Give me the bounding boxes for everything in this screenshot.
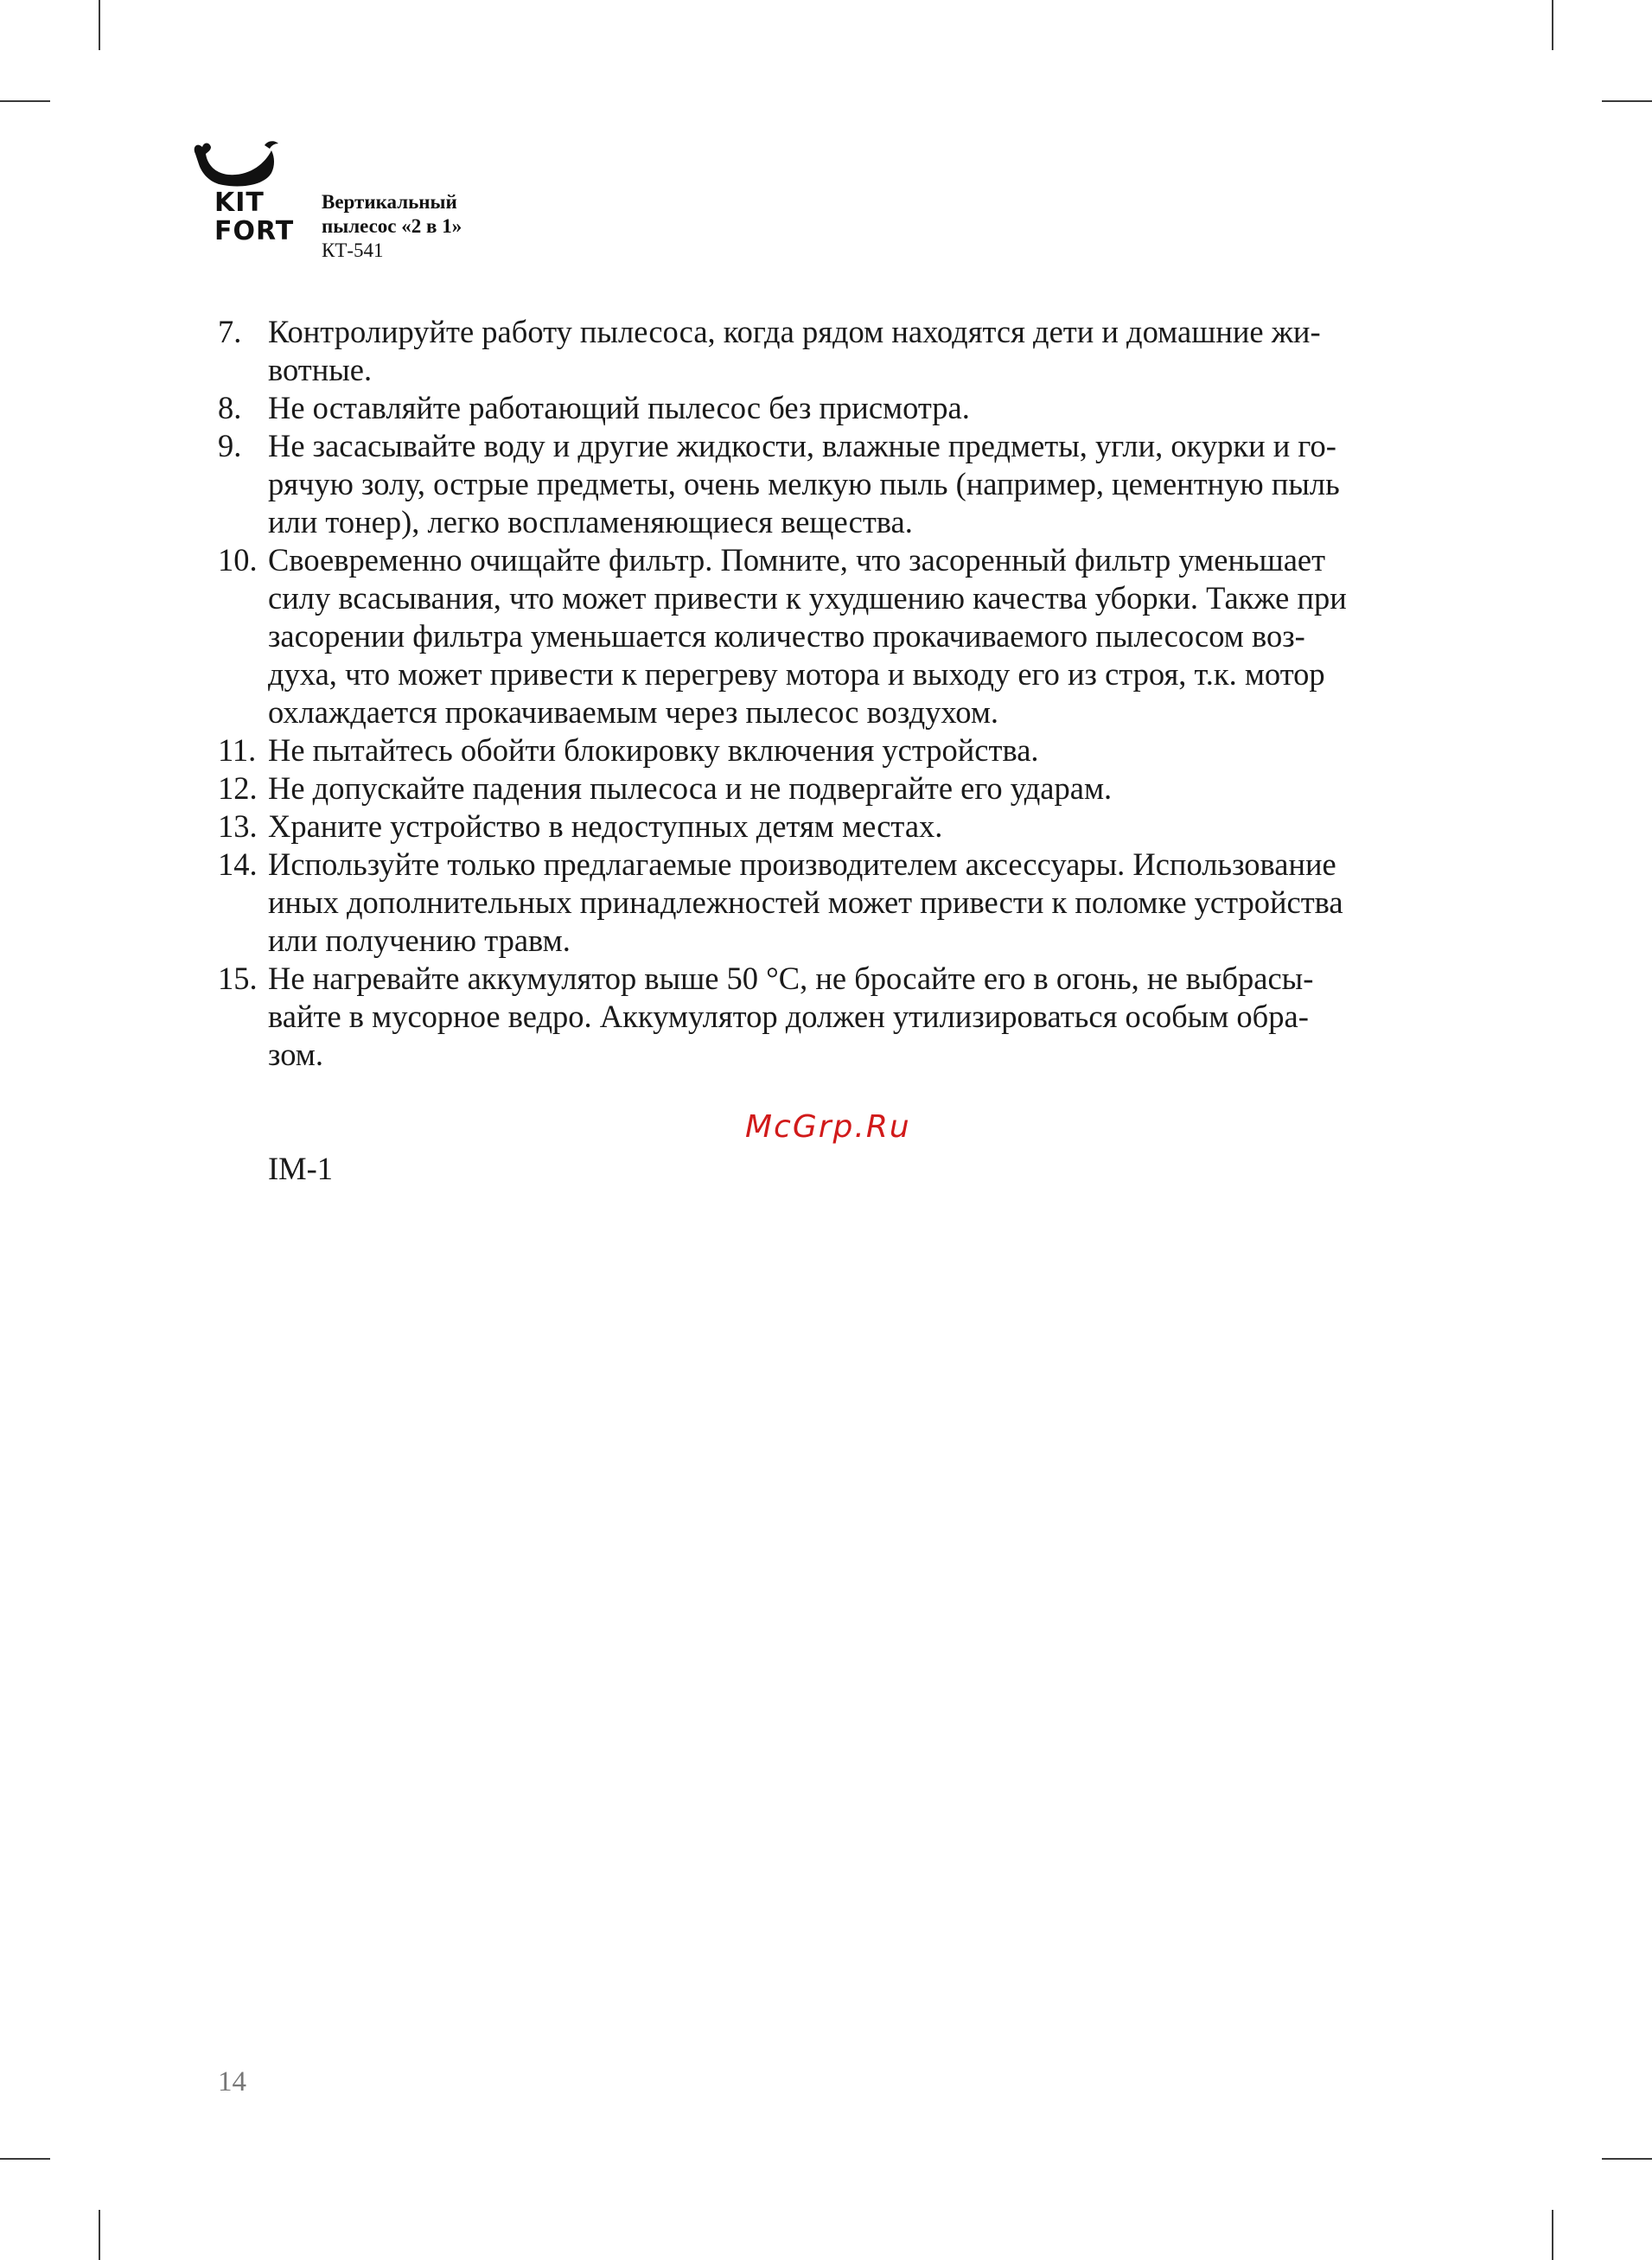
crop-mark [1602, 2158, 1652, 2160]
item-text: Не допускайте падения пылесоса и не подвергайте его ударам. [268, 770, 1113, 806]
item-number: 13. [218, 808, 258, 844]
item-text: рячую золу, острые предметы, очень мелкую пыль (например, цементную пыль [268, 466, 1340, 501]
item-number: 9. [218, 428, 242, 463]
item-text: зом. [268, 1037, 323, 1072]
list-item [218, 541, 1454, 731]
crop-mark [1602, 100, 1652, 102]
item-number: 8. [218, 390, 242, 425]
crop-mark [1552, 0, 1553, 50]
watermark-link[interactable]: McGrp.Ru [745, 1109, 911, 1145]
list-item [218, 769, 1454, 808]
item-text: Своевременно очищайте фильтр. Помните, что засоренный фильтр уменьшает [268, 542, 1326, 578]
item-text: Не пытайтесь обойти блокировку включения устройства. [268, 732, 1039, 768]
crop-mark [1552, 2210, 1553, 2260]
brand-line-1: KIT [214, 188, 265, 218]
item-text: Не засасывайте воду и другие жидкости, влажные предметы, угли, окурки и го- [268, 428, 1336, 463]
product-model: КТ-541 [322, 239, 384, 261]
list-item [218, 808, 1454, 846]
page-number: 14 [218, 2066, 246, 2097]
list-item [218, 846, 1454, 960]
item-number: 7. [218, 314, 242, 349]
item-text: Используйте только предлагаемые производителем аксессуары. Использование [268, 846, 1336, 882]
product-info [322, 190, 462, 263]
product-title-line-1: Вертикальный [322, 191, 457, 213]
item-text: Контролируйте работу пылесоса, когда рядом находятся дети и домашние жи- [268, 314, 1321, 349]
item-text: духа, что может привести к перегреву мотора и выходу его из строя, т.к. мотор [268, 656, 1325, 692]
brand-wordmark [214, 188, 294, 246]
item-text: Не нагревайте аккумулятор выше 50 °С, не бросайте его в огонь, не выбрасы- [268, 961, 1314, 996]
item-text: засорении фильтра уменьшается количество прокачиваемого пылесосом воз- [268, 618, 1305, 654]
item-text: или получению травм. [268, 923, 571, 958]
item-number: 11. [218, 732, 257, 768]
list-item [218, 427, 1454, 541]
crop-mark [99, 2210, 100, 2260]
crop-mark [99, 0, 100, 50]
item-number: 14. [218, 846, 258, 882]
item-text: силу всасывания, что может привести к ухудшению качества уборки. Также при [268, 580, 1347, 616]
list-item [218, 960, 1454, 1074]
item-number: 10. [218, 542, 258, 578]
list-item [218, 731, 1454, 769]
item-number: 15. [218, 961, 258, 996]
item-text: Храните устройство в недоступных детям местах. [268, 808, 943, 844]
item-text: вотные. [268, 352, 373, 387]
crop-mark [0, 2158, 50, 2160]
document-code: IM-1 [268, 1151, 334, 1186]
product-title-line-2: пылесос «2 в 1» [322, 215, 462, 237]
crop-mark [0, 100, 50, 102]
page-header [188, 138, 794, 268]
brand-line-2: FORT [214, 216, 295, 246]
safety-instructions-list [218, 313, 1454, 1074]
list-item [218, 389, 1454, 427]
item-number: 12. [218, 770, 258, 806]
list-item [218, 313, 1454, 389]
item-text: иных дополнительных принадлежностей может привести к поломке устройства [268, 884, 1343, 920]
item-text: вайте в мусорное ведро. Аккумулятор должен утилизироваться особым обра- [268, 999, 1309, 1034]
item-text: или тонер), легко воспламеняющиеся вещества. [268, 504, 913, 539]
item-text: Не оставляйте работающий пылесос без присмотра. [268, 390, 970, 425]
item-text: охлаждается прокачиваемым через пылесос воздухом. [268, 694, 999, 730]
